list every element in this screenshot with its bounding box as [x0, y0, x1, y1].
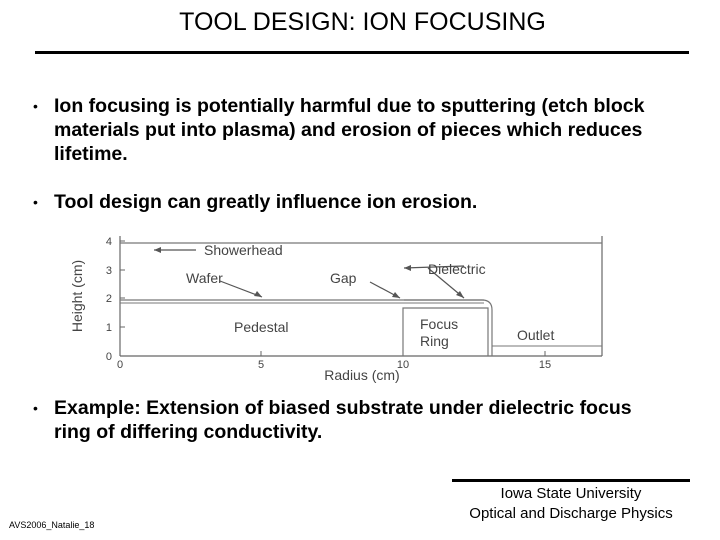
label-focus-ring-line2: Ring [420, 333, 449, 349]
x-tick-label: 0 [116, 359, 124, 371]
label-showerhead: Showerhead [204, 242, 283, 258]
label-focus-ring-line1: Focus [420, 316, 459, 332]
y-tick-label: 1 [105, 322, 112, 334]
y-tick-label: 0 [105, 351, 112, 363]
bullet-item [33, 190, 673, 214]
bullet-item [33, 94, 673, 166]
reactor-geometry-diagram [64, 228, 624, 388]
x-tick-label: 10 [396, 359, 410, 371]
footer-org-line2: Optical and Discharge Physics [469, 505, 673, 522]
label-gap: Gap [330, 270, 357, 286]
footer-org-line1: Iowa State University [500, 485, 642, 502]
bullet-item [33, 396, 673, 444]
label-pedestal: Pedestal [234, 319, 289, 335]
bullet-icon: • [33, 194, 38, 210]
title-divider [35, 51, 689, 54]
y-tick-label: 4 [105, 236, 112, 248]
slide-title: TOOL DESIGN: ION FOCUSING [179, 8, 546, 36]
x-axis-title: Radius (cm) [324, 367, 400, 383]
x-tick-label: 5 [257, 359, 265, 371]
label-dielectric: Dielectric [428, 261, 486, 277]
label-wafer: Wafer [186, 270, 223, 286]
x-tick-label: 15 [538, 359, 552, 371]
bullet-icon: • [33, 98, 38, 114]
y-axis-title: Height (cm) [69, 259, 85, 333]
bullet-icon: • [33, 400, 38, 416]
bullet-text: Tool design can greatly influence ion erosion. [54, 191, 478, 213]
label-outlet: Outlet [517, 327, 555, 343]
footer-divider [452, 479, 690, 482]
y-tick-label: 3 [105, 265, 112, 277]
bullet-text: Example: Extension of biased substrate under dielectric focus ring of differing conductivity. [54, 397, 632, 443]
footer-organization [452, 484, 690, 524]
y-tick-label: 2 [105, 293, 112, 305]
bullet-text: Ion focusing is potentially harmful due to sputtering (etch block materials put into plasma) and erosion of pieces which reduces lifetime. [54, 95, 645, 165]
slide-id: AVS2006_Natalie_18 [9, 520, 95, 530]
